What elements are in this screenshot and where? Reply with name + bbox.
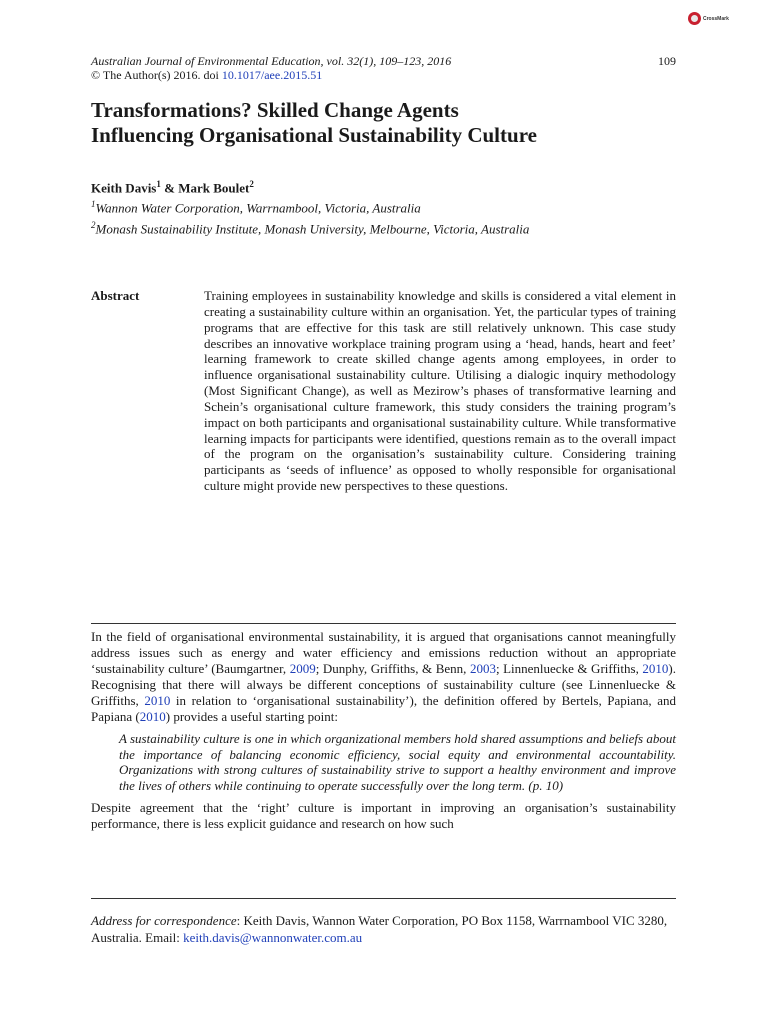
citation-link[interactable]: 2009 [289,661,316,676]
footnote-divider [91,898,676,899]
body-text: ). Recognising that there will always be different conceptions of sustainability culture (see Linnenluecke & Griffiths, [91,661,676,708]
body-paragraph-1 [91,629,676,725]
body-text: in relation to ‘organisational sustainability’), the definition offered by Bertels, Papiana, and Papiana ( [91,693,676,724]
title-line-2: Influencing Organisational Sustainability Culture [91,123,537,147]
affiliation-2 [91,217,529,237]
page-number: 109 [658,54,676,68]
correspondence-note [91,912,676,946]
body-text: ; Dunphy, Griffiths, & Benn, [315,661,470,676]
author-separator: & [160,180,179,196]
author-1: Keith Davis [91,180,157,196]
affiliation-1-sup: 1 [91,199,96,210]
article-body [91,629,676,832]
affiliation-2-sup: 2 [91,219,96,230]
body-text: ; Linnenluecke & Griffiths, [495,661,643,676]
title-line-1: Transformations? Skilled Change Agents [91,98,459,122]
citation-link[interactable]: 2010 [642,661,669,676]
correspondence-label: Address for correspondence [91,913,237,928]
author-2: Mark Boulet [178,180,250,196]
article-title [91,98,691,148]
abstract-section [91,288,676,494]
crossmark-badge[interactable] [688,12,729,25]
correspondence-text: : Keith Davis, Wannon Water Corporation, PO Box 1158, Warrnambool VIC 3280, Australia. Email: [91,913,668,945]
author-1-sup: 1 [156,179,161,189]
affiliation-1-text: Wannon Water Corporation, Warrnambool, Victoria, Australia [95,200,421,216]
copyright-notice: © The Author(s) 2016. doi [91,68,219,82]
crossmark-icon [688,12,701,25]
email-link[interactable]: keith.davis@wannonwater.com.au [183,930,363,945]
crossmark-label: CrossMark [703,15,729,22]
affiliation-1 [91,196,529,216]
citation-link[interactable]: 2003 [469,661,496,676]
affiliation-2-text: Monash Sustainability Institute, Monash University, Melbourne, Victoria, Australia [95,220,530,236]
body-text: In the field of organisational environmental sustainability, it is argued that organisations cannot meaningfully address issues such as energy and water efficiency and emissions reduction without an appropriate ‘sustainability culture’ (Baumgartner, [91,629,676,676]
block-quote: A sustainability culture is one in which organizational members hold shared assumptions and beliefs about the importance of balancing economic efficiency, social equity and environmental accountability. Organizations with strong cultures of sustainability strive to support a healthy environment and improve the lives of others while continuing to operate successfully over the long term. (p. 10) [119,731,676,794]
running-header [91,54,676,82]
citation-link[interactable]: 2010 [139,709,166,724]
abstract-label: Abstract [91,288,140,303]
body-paragraph-2: Despite agreement that the ‘right’ culture is important in improving an organisation’s sustainability performance, there is less explicit guidance and research on how such [91,799,676,831]
body-text: ) provides a useful starting point: [165,709,338,724]
abstract-text: Training employees in sustainability knowledge and skills is considered a vital element in creating a sustainability culture within an organisation. Yet, the particular types of training programs that are effective for this task are still relatively unknown. This case study describes an innovative workplace training program using a ‘head, hands, heart and feet’ learning framework to create skilled change agents among employees, in order to influence organisational sustainability culture. Utilising a dialogic inquiry methodology (Most Significant Change), as well as Mezirow’s phases of transformative learning and Schein’s organisational culture framework, this study considers the training program’s impact on both participants and organisational sustainability culture. While transformative learning impacts for participants were identified, questions remain as to the overall impact of the program on the organisation’s sustainability culture. Considering training participants as ‘seeds of influence’ as opposed to wholly responsible for organisational culture might provide new perspectives to these questions. [204,288,676,494]
citation-link[interactable]: 2010 [144,693,171,708]
author-2-sup: 2 [249,179,254,189]
doi-link[interactable]: 10.1017/aee.2015.51 [221,68,323,82]
author-names [91,176,529,196]
author-block [91,176,529,237]
journal-citation: Australian Journal of Environmental Education, vol. 32(1), 109–123, 2016 [91,54,452,68]
section-divider [91,623,676,624]
